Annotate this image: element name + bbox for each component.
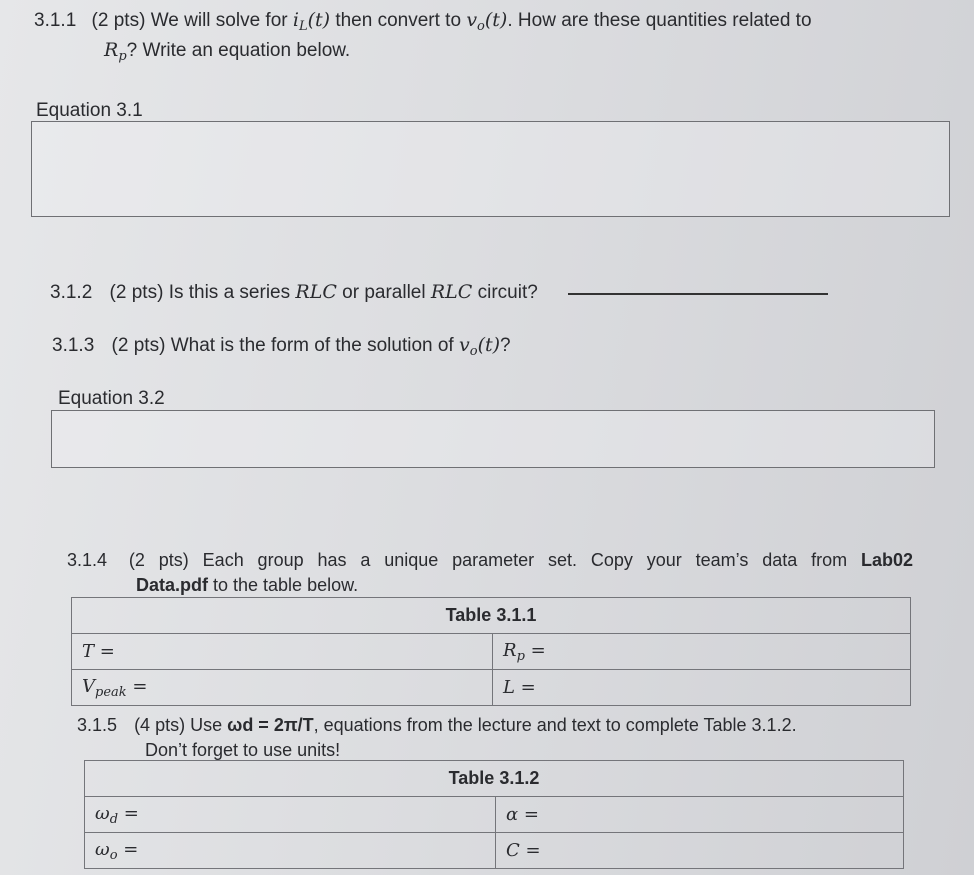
math-symbol: RLC bbox=[295, 281, 337, 303]
table-cell-C[interactable]: C = bbox=[496, 833, 904, 869]
question-text: or parallel bbox=[336, 282, 431, 303]
question-text: to the table below. bbox=[208, 575, 359, 595]
math-symbol: v bbox=[459, 334, 470, 356]
question-text: circuit? bbox=[472, 282, 538, 303]
question-number: 3.1.3 bbox=[52, 335, 95, 356]
question-number: 3.1.1 bbox=[34, 10, 77, 31]
question-3-1-4 bbox=[67, 548, 913, 572]
table-cell-omega-o[interactable] bbox=[85, 833, 496, 869]
question-text: ? Write an equation below. bbox=[126, 40, 351, 61]
table-title: Table 3.1.1 bbox=[72, 598, 911, 634]
table-cell-alpha[interactable]: α = bbox=[496, 797, 904, 833]
table-cell-Vpeak[interactable] bbox=[72, 670, 493, 706]
math-eq: = bbox=[117, 838, 139, 860]
bold-filename: Data.pdf bbox=[136, 575, 208, 595]
math-subscript: o bbox=[477, 19, 485, 34]
question-text: What is the form of the solution of bbox=[170, 335, 459, 356]
math-symbol: R bbox=[503, 639, 517, 661]
math-subscript: o bbox=[469, 344, 478, 359]
points: (2 pts) bbox=[109, 282, 164, 303]
question-text: Is this a series bbox=[168, 282, 296, 303]
question-text: . How are these quantities related to bbox=[507, 10, 812, 31]
question-text: Don’t forget to use units! bbox=[145, 740, 341, 760]
table-cell-Rp[interactable] bbox=[493, 634, 911, 670]
equation-3-2-label: Equation 3.2 bbox=[58, 388, 165, 409]
math-symbol: ω bbox=[95, 802, 110, 824]
question-text: , equations from the lecture and text to complete Table 3.1.2. bbox=[313, 715, 797, 735]
math-symbol: RLC bbox=[430, 281, 473, 303]
table-cell-L[interactable]: L = bbox=[493, 670, 911, 706]
points: (2 pts) bbox=[91, 10, 146, 31]
math-arg: (t) bbox=[307, 9, 331, 31]
question-3-1-4-line2 bbox=[136, 573, 358, 597]
equation-3-1-label: Equation 3.1 bbox=[36, 100, 143, 121]
question-text: Each group has a unique parameter set. Copy your team’s data from bbox=[202, 550, 861, 570]
math-eq: = bbox=[118, 802, 139, 824]
math-subscript: p bbox=[516, 648, 525, 664]
question-text: Use bbox=[190, 715, 228, 735]
bold-filename: Lab02 bbox=[860, 550, 913, 570]
math-subscript: o bbox=[109, 847, 118, 863]
math-subscript: p bbox=[118, 49, 127, 64]
equation-3-2-answer-box[interactable] bbox=[51, 410, 935, 468]
table-3-1-2 bbox=[84, 760, 904, 869]
math-arg: (t) bbox=[477, 334, 501, 356]
math-subscript: d bbox=[109, 811, 119, 827]
answer-blank-line[interactable] bbox=[568, 293, 828, 295]
math-symbol: v bbox=[466, 9, 478, 31]
question-3-1-1 bbox=[34, 8, 812, 39]
question-3-1-5-line2 bbox=[145, 738, 340, 762]
question-number: 3.1.4 bbox=[67, 550, 108, 570]
question-number: 3.1.2 bbox=[50, 282, 93, 303]
math-eq: = bbox=[126, 675, 148, 697]
table-3-1-1 bbox=[71, 597, 911, 706]
question-3-1-3 bbox=[52, 333, 511, 364]
math-symbol: ω bbox=[95, 838, 110, 860]
math-symbol: R bbox=[104, 39, 119, 61]
question-text: ? bbox=[500, 335, 511, 356]
question-number: 3.1.5 bbox=[77, 715, 118, 735]
math-subscript: peak bbox=[95, 684, 127, 700]
math-symbol: i bbox=[292, 9, 299, 31]
points: (4 pts) bbox=[134, 715, 186, 735]
table-cell-omega-d[interactable] bbox=[85, 797, 496, 833]
formula: ωd = 2π/T bbox=[227, 715, 314, 735]
question-3-1-5 bbox=[77, 713, 797, 737]
math-subscript: L bbox=[298, 19, 308, 34]
question-3-1-2 bbox=[50, 280, 538, 305]
table-cell-T[interactable]: T = bbox=[72, 634, 493, 670]
question-text: then convert to bbox=[330, 10, 467, 31]
math-eq: = bbox=[524, 639, 546, 661]
math-symbol: V bbox=[82, 675, 95, 697]
question-3-1-1-line2 bbox=[104, 38, 350, 69]
question-text: We will solve for bbox=[150, 10, 293, 31]
points: (2 pts) bbox=[128, 550, 189, 570]
points: (2 pts) bbox=[111, 335, 166, 356]
table-title: Table 3.1.2 bbox=[85, 761, 904, 797]
equation-3-1-answer-box[interactable] bbox=[31, 121, 950, 217]
math-arg: (t) bbox=[484, 9, 508, 31]
